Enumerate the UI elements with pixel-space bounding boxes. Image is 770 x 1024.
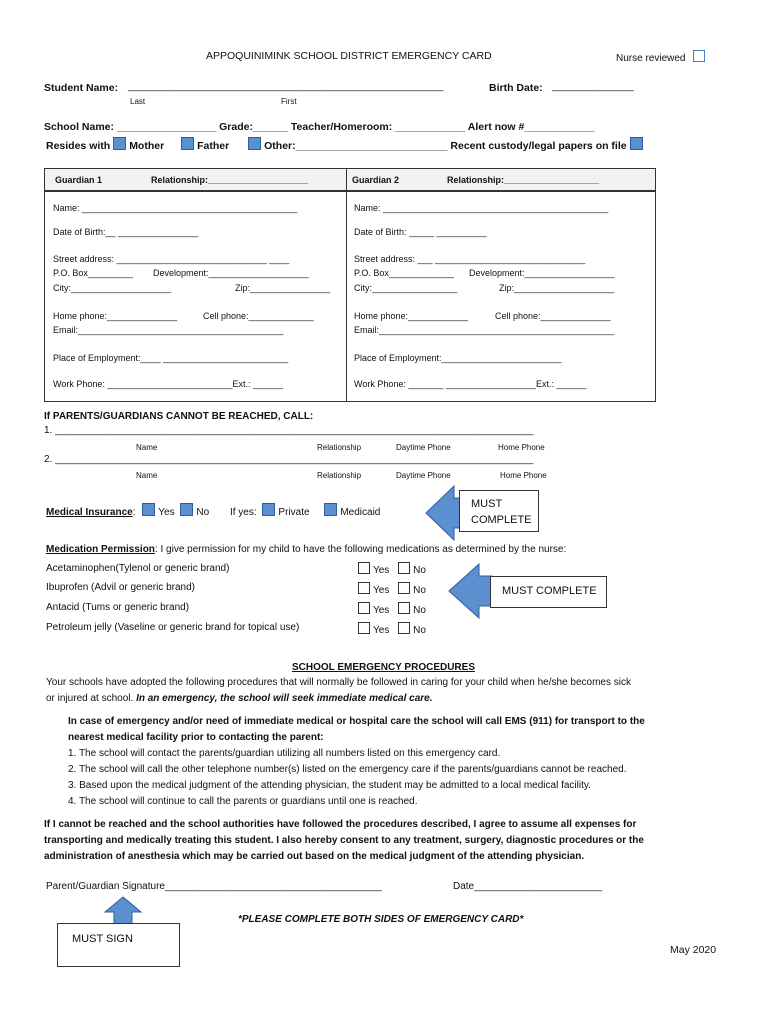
nurse-reviewed-label: Nurse reviewed [616,50,708,64]
medication-permission-line [46,544,566,555]
contact2-home-caption: Home Phone [500,471,547,480]
birth-date-field[interactable]: ______________ [552,80,634,92]
school-info-line[interactable]: School Name: _________________ Grade:______ Teacher/Homeroom: ____________ Alert now #____________ [44,121,595,133]
no-label: No [413,625,426,636]
insurance-yes-label: Yes [158,507,175,518]
contact2-relationship-caption: Relationship [317,471,362,480]
resides-with-row [46,137,646,152]
guardian2-relationship[interactable]: Relationship:___________________ [447,175,600,185]
contact2-name-caption: Name [136,471,158,480]
guardian2-city[interactable]: City:_________________ [354,283,458,293]
petroleum-no-checkbox[interactable] [398,622,410,634]
father-label: Father [197,140,230,152]
contact1-daytime-caption: Daytime Phone [396,443,451,452]
guardian1-email[interactable]: Email:_________________________________________ [53,325,284,335]
unreachable-heading: If PARENTS/GUARDIANS CANNOT BE REACHED, CALL: [44,411,314,422]
first-name-caption: First [281,97,297,106]
contact1-home-caption: Home Phone [498,443,545,452]
insurance-no-label: No [196,507,210,518]
must-sign-text: MUST SIGN [72,933,133,945]
antacid-no-checkbox[interactable] [398,602,410,614]
birth-date-label: Birth Date: [489,82,543,94]
insurance-private-label: Private [278,507,310,518]
guardian1-relationship[interactable]: Relationship:____________________ [151,175,309,185]
insurance-complete-text: COMPLETE [471,514,532,526]
medication-must-complete-callout [490,576,607,608]
consent-line1: If I cannot be reached and the school authorities have followed the procedures described, I agree to assume all expenses for [44,819,637,830]
petroleum-yes-checkbox[interactable] [358,622,370,634]
yes-label: Yes [373,605,390,616]
student-name-field[interactable]: ______________________________________________________ [128,80,444,92]
procedures-ems-line1: In case of emergency and/or need of immediate medical or hospital care the school will call EMS (911) for transport to the [68,716,645,727]
insurance-must-text: MUST [471,498,503,510]
guardian2-email[interactable]: Email:_______________________________________________ [354,325,615,335]
guardian2-dob[interactable]: Date of Birth: _____ __________ [354,227,487,237]
custody-papers-checkbox[interactable] [630,137,643,150]
guardian2-employment[interactable]: Place of Employment:________________________ [354,353,562,363]
guardian2-zip[interactable]: Zip:____________________ [499,283,615,293]
guardian-divider [346,169,347,401]
medication-text: : I give permission for my child to have the following medications as determined by the nurse: [154,544,567,555]
form-title: APPOQUINIMINK SCHOOL DISTRICT EMERGENCY CARD [206,50,492,62]
procedure-step-3: 3. Based upon the medical judgment of the attending physician, the student may be admitted to a local medical facility. [68,780,591,791]
guardian2-name[interactable]: Name: _____________________________________________ [354,203,609,213]
guardian1-cell-phone[interactable]: Cell phone:_____________ [203,311,314,321]
ibuprofen-no-checkbox[interactable] [398,582,410,594]
insurance-private-checkbox[interactable] [262,503,275,516]
medication-must-complete-text: MUST COMPLETE [502,585,597,597]
insurance-if-yes-label: If yes: [229,507,257,518]
guardian2-development[interactable]: Development:__________________ [469,268,615,278]
left-arrow-icon [447,562,493,620]
guardian1-employment[interactable]: Place of Employment:____ _________________________ [53,353,289,363]
insurance-yes-checkbox[interactable] [142,503,155,516]
procedures-ems-line2: nearest medical facility prior to contacting the parent: [68,732,324,743]
consent-line3: administration of anesthesia which may be carried out based on the medical judgment of the attending physician. [44,851,585,862]
mother-label: Mother [129,140,165,152]
resides-with-label: Resides with [46,140,111,152]
signature-field[interactable]: Parent/Guardian Signature_______________________________________ [46,881,382,892]
consent-line2: transporting and medically treating this student. I also hereby consent to any treatment, surgery, diagnostic procedures or the [44,835,644,846]
other-field[interactable]: Other:__________________________ [264,140,448,152]
antacid-yes-checkbox[interactable] [358,602,370,614]
procedure-step-4: 4. The school will continue to call the parents or guardians until one is reached. [68,796,418,807]
guardian2-home-phone[interactable]: Home phone:____________ [354,311,469,321]
med-item-antacid: Antacid (Tums or generic brand) [46,602,190,613]
guardian2-street[interactable]: Street address: ___ ______________________________ [354,254,586,264]
procedures-intro-line1: Your schools have adopted the following procedures that will normally be followed in caring for your child when he/she becomes sick [46,677,631,688]
guardian1-header: Guardian 1 [55,175,103,185]
acetaminophen-no-checkbox[interactable] [398,562,410,574]
guardian-section [44,168,656,402]
procedures-heading: SCHOOL EMERGENCY PROCEDURES [292,662,475,673]
no-label: No [413,605,426,616]
ibuprofen-yes-checkbox[interactable] [358,582,370,594]
guardian1-work-phone[interactable]: Work Phone: _________________________Ext.: ______ [53,379,284,389]
procedures-intro-text: or injured at school. [46,693,134,704]
left-arrow-icon [424,484,464,542]
med-yesno-acetaminophen [358,562,426,576]
mother-checkbox[interactable] [113,137,126,150]
guardian1-dob[interactable]: Date of Birth:__ ________________ [53,227,199,237]
yes-label: Yes [373,625,390,636]
insurance-label: Medical Insurance [46,507,133,518]
complete-both-sides-note: *PLEASE COMPLETE BOTH SIDES OF EMERGENCY CARD* [238,914,524,925]
last-name-caption: Last [130,97,146,106]
med-yesno-antacid [358,602,426,616]
acetaminophen-yes-checkbox[interactable] [358,562,370,574]
procedure-step-1: 1. The school will contact the parents/guardian utilizing all numbers listed on this emergency card. [68,748,501,759]
up-arrow-icon [103,896,143,926]
yes-label: Yes [373,585,390,596]
guardian2-pobox[interactable]: P.O. Box_____________ [354,268,454,278]
procedures-intro-emphasis: In an emergency, the school will seek immediate medical care. [136,693,433,704]
guardian1-zip[interactable]: Zip:________________ [235,283,331,293]
father-checkbox[interactable] [181,137,194,150]
form-date: May 2020 [670,944,717,956]
guardian1-development[interactable]: Development:____________________ [153,268,309,278]
guardian2-cell-phone[interactable]: Cell phone:______________ [495,311,611,321]
contact2-daytime-caption: Daytime Phone [396,471,451,480]
med-item-acetaminophen: Acetaminophen(Tylenol or generic brand) [46,563,230,574]
procedure-step-2: 2. The school will call the other telephone number(s) listed on the emergency care if the parents/guardians cannot be reached. [68,764,627,775]
contact1-relationship-caption: Relationship [317,443,362,452]
med-yesno-petroleum [358,622,426,636]
yes-label: Yes [373,565,390,576]
procedures-intro-line2 [46,693,432,704]
contact1-name-caption: Name [136,443,158,452]
nurse-reviewed-checkbox[interactable] [693,50,705,62]
insurance-no-checkbox[interactable] [180,503,193,516]
must-sign-callout [57,923,180,967]
med-item-ibuprofen: Ibuprofen (Advil or generic brand) [46,582,195,593]
insurance-row: Medical Insurance: Yes No If yes: Private Medicaid [46,503,380,518]
guardian1-street[interactable]: Street address: ______________________________ ____ [53,254,290,264]
no-label: No [413,585,426,596]
date-field[interactable]: Date_______________________ [453,881,603,892]
guardian1-home-phone[interactable]: Home phone:______________ [53,311,178,321]
no-label: No [413,565,426,576]
other-checkbox[interactable] [248,137,261,150]
insurance-must-complete-callout [459,490,539,532]
insurance-medicaid-checkbox[interactable] [324,503,337,516]
custody-papers-label: Recent custody/legal papers on file [450,140,627,152]
med-item-petroleum: Petroleum jelly (Vaseline or generic brand for topical use) [46,622,300,633]
guardian1-pobox[interactable]: P.O. Box_________ [53,268,133,278]
student-name-label: Student Name: [44,82,119,94]
medication-label: Medication Permission [46,544,155,555]
guardian2-header: Guardian 2 [352,175,400,185]
contact1-line[interactable]: 1. ______________________________________________________________________________________ [44,425,534,436]
guardian2-work-phone[interactable]: Work Phone: _______ __________________Ext.: ______ [354,379,587,389]
guardian1-city[interactable]: City:____________________ [53,283,172,293]
insurance-medicaid-label: Medicaid [340,507,381,518]
med-yesno-ibuprofen [358,582,426,596]
guardian1-name[interactable]: Name: ___________________________________________ [53,203,298,213]
contact2-line[interactable]: 2. ______________________________________________________________________________________ [44,454,534,465]
